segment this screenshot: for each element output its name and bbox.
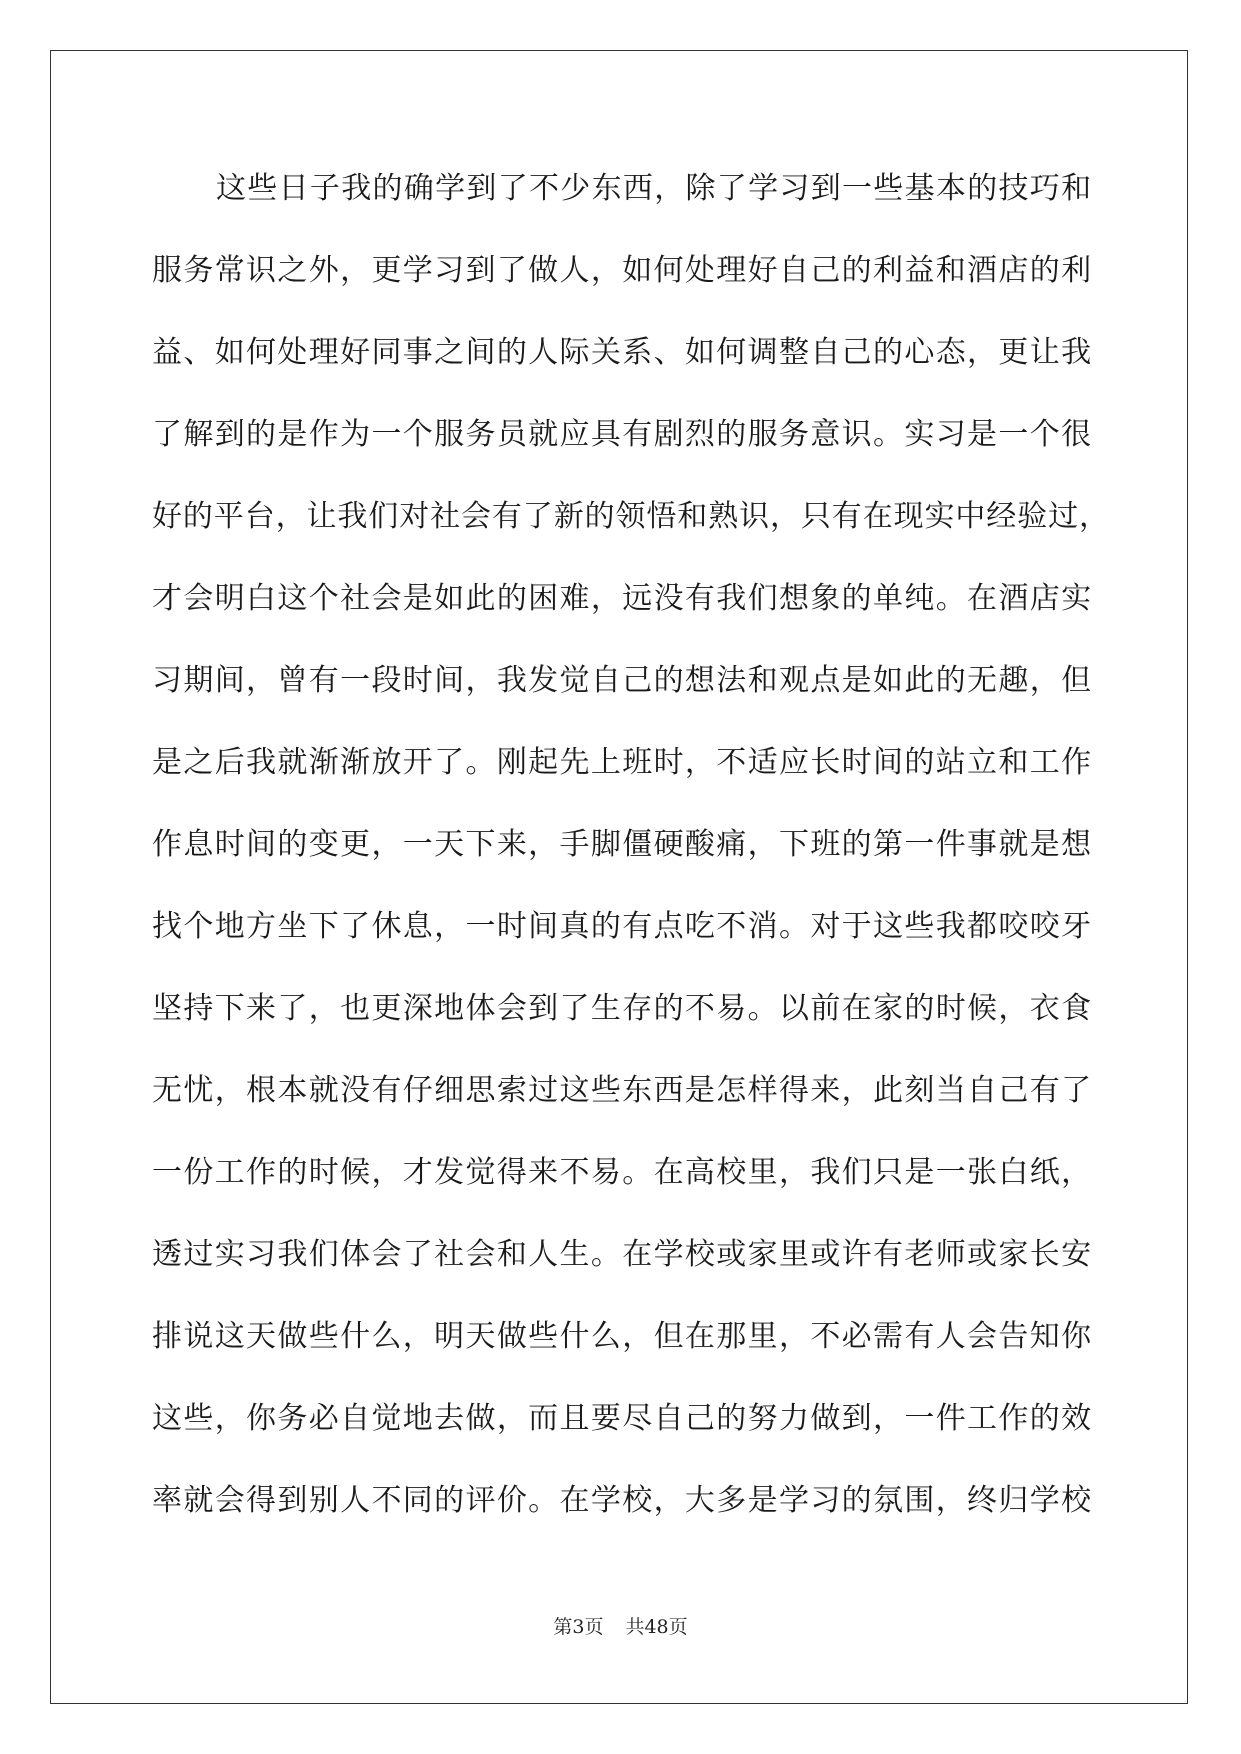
text-line: 才会明白这个社会是如此的困难，远没有我们想象的单纯。在酒店实	[152, 581, 1092, 616]
text-line: 坚持下来了，也更深地体会到了生存的不易。以前在家的时候，衣食	[152, 991, 1092, 1026]
page-footer	[0, 1612, 1241, 1639]
text-line: 服务常识之外，更学习到了做人，如何处理好自己的利益和酒店的利	[152, 253, 1092, 288]
text-line: 是之后我就渐渐放开了。刚起先上班时，不适应长时间的站立和工作	[152, 745, 1092, 780]
text-line: 习期间，曾有一段时间，我发觉自己的想法和观点是如此的无趣，但	[152, 663, 1092, 698]
text-line: 无忧，根本就没有仔细思索过这些东西是怎样得来，此刻当自己有了	[152, 1073, 1092, 1108]
text-line: 好的平台，让我们对社会有了新的领悟和熟识，只有在现实中经验过，	[152, 499, 1110, 534]
page-number: 第3页	[553, 1616, 604, 1638]
text-line: 排说这天做些什么，明天做些什么，但在那里，不必需有人会告知你	[152, 1319, 1092, 1354]
body-text	[152, 160, 1110, 1554]
text-line: 益、如何处理好同事之间的人际关系、如何调整自己的心态，更让我	[152, 335, 1092, 370]
text-line: 这些，你务必自觉地去做，而且要尽自己的努力做到，一件工作的效	[152, 1401, 1092, 1436]
text-line: 透过实习我们体会了社会和人生。在学校或家里或许有老师或家长安	[152, 1237, 1092, 1272]
text-line: 一份工作的时候，才发觉得来不易。在高校里，我们只是一张白纸，	[152, 1155, 1092, 1190]
text-line: 找个地方坐下了休息，一时间真的有点吃不消。对于这些我都咬咬牙	[152, 909, 1092, 944]
page-total: 共48页	[625, 1616, 688, 1638]
text-line: 了解到的是作为一个服务员就应具有剧烈的服务意识。实习是一个很	[152, 417, 1092, 452]
text-line: 这些日子我的确学到了不少东西，除了学习到一些基本的技巧和	[216, 171, 1092, 206]
text-line: 率就会得到别人不同的评价。在学校，大多是学习的氛围，终归学校	[152, 1483, 1092, 1518]
text-line: 作息时间的变更，一天下来，手脚僵硬酸痛，下班的第一件事就是想	[152, 827, 1092, 862]
